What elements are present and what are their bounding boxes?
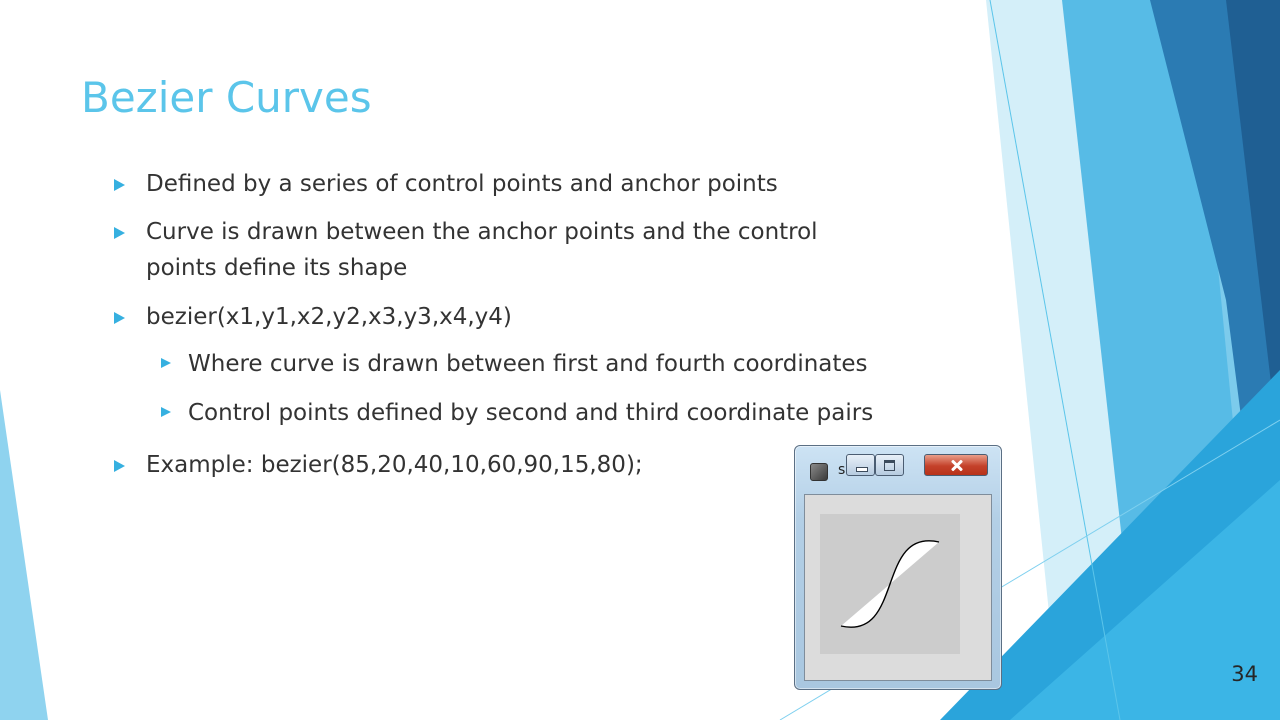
bullet-text: Example: bezier(85,20,40,10,60,90,15,80);: [146, 452, 643, 478]
bullet-arrow-icon: [161, 407, 171, 417]
maximize-button[interactable]: [875, 454, 904, 476]
bullet-text: Curve is drawn between the anchor points and the control: [146, 219, 818, 245]
sketch-app-icon: [810, 463, 828, 481]
window-title: s: [838, 462, 846, 478]
bullet-text-continued: points define its shape: [146, 255, 408, 281]
left-accent-triangle: [0, 390, 48, 720]
sub-bullet-text: Where curve is drawn between first and fourth coordinates: [188, 351, 868, 377]
bullet-text: Defined by a series of control points and anchor points: [146, 171, 778, 197]
bullet-arrow-icon: [114, 312, 125, 324]
bezier-curve-drawing: [820, 514, 960, 654]
bullet-item: [146, 447, 643, 483]
bullet-item: [146, 214, 818, 286]
sketch-canvas: [820, 514, 960, 654]
bullet-arrow-icon: [114, 460, 125, 472]
slide-title: Bezier Curves: [81, 73, 372, 122]
sub-bullet-item: [188, 395, 873, 431]
bullet-text: bezier(x1,y1,x2,y2,x3,y3,x4,y4): [146, 304, 512, 330]
minimize-button[interactable]: [846, 454, 875, 476]
bullet-arrow-icon: [114, 227, 125, 239]
bullet-arrow-icon: [114, 179, 125, 191]
bezier-curve: [841, 541, 939, 627]
page-number: 34: [1231, 662, 1258, 686]
sketch-window: [794, 445, 1002, 690]
bullet-item: [146, 166, 778, 202]
bullet-arrow-icon: [161, 358, 171, 368]
close-button[interactable]: [924, 454, 988, 476]
sub-bullet-item: [188, 346, 868, 382]
sub-bullet-text: Control points defined by second and third coordinate pairs: [188, 400, 874, 426]
bullet-item: [146, 299, 512, 335]
